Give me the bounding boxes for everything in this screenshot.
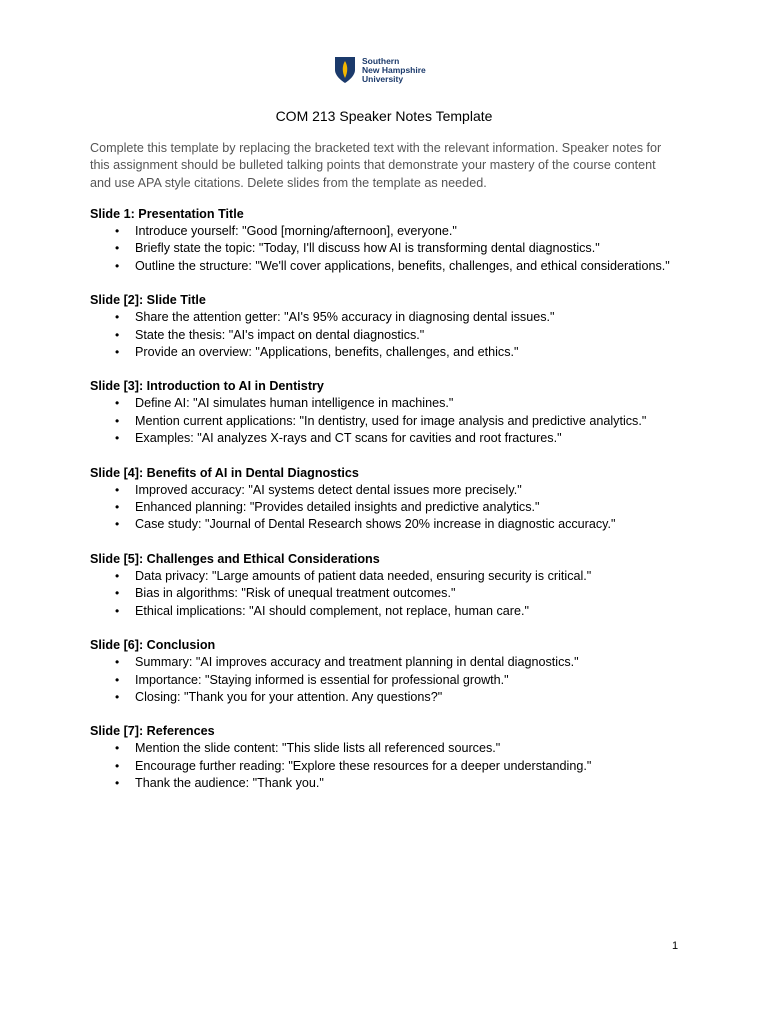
bullet-icon: • (115, 413, 120, 428)
bullet-text: Examples: "AI analyzes X-rays and CT scans for cavities and root fractures." (135, 431, 562, 446)
bullet-list (90, 740, 690, 792)
bullet-list (90, 568, 690, 620)
bullet-icon: • (115, 224, 120, 238)
bullet-item (90, 344, 695, 361)
logo-line-1: Southern (362, 55, 400, 66)
bullet-item (90, 689, 695, 706)
bullet-item (90, 654, 695, 671)
bullet-icon: • (115, 758, 120, 773)
bullet-text: Data privacy: "Large amounts of patient data needed, ensuring security is critical." (135, 568, 592, 583)
bullet-text: Closing: "Thank you for your attention. Any questions?" (135, 689, 443, 704)
bullet-list (90, 223, 690, 275)
slide-section (90, 637, 690, 706)
bullet-item (90, 585, 695, 602)
bullet-icon: • (115, 672, 120, 687)
slide-heading: Slide [5]: Challenges and Ethical Considerations (90, 551, 380, 566)
bullet-item (90, 672, 695, 689)
bullet-icon: • (115, 241, 120, 256)
slide-section (90, 723, 690, 792)
bullet-text: Encourage further reading: "Explore these resources for a deeper understanding." (135, 758, 592, 773)
bullet-text: Define AI: "AI simulates human intelligence in machines." (135, 396, 454, 411)
bullet-text: Improved accuracy: "AI systems detect dental issues more precisely." (135, 482, 522, 497)
bullet-list (90, 395, 690, 447)
bullet-text: Mention the slide content: "This slide lists all referenced sources." (135, 741, 501, 756)
bullet-text: Ethical implications: "AI should complement, not replace, human care." (135, 603, 529, 618)
slide-section (90, 292, 690, 361)
bullet-icon: • (115, 689, 120, 704)
bullet-text: Thank the audience: "Thank you." (135, 776, 324, 791)
slide-section (90, 551, 690, 620)
bullet-icon: • (115, 603, 120, 618)
intro-paragraph: Complete this template by replacing the bracketed text with the relevant information. Speaker notes for this assignment should be bulleted talking points that demonstrate your mastery of the course content and use APA style citations. Delete slides from the template as needed. (90, 141, 662, 190)
slide-section (90, 465, 690, 534)
bullet-list (90, 309, 690, 361)
bullet-item (90, 482, 695, 499)
bullet-item (90, 240, 695, 257)
bullet-text: Introduce yourself: "Good [morning/afternoon], everyone." (135, 224, 457, 238)
bullet-text: Mention current applications: "In dentistry, used for image analysis and predictive analytics." (135, 413, 647, 428)
bullet-text: State the thesis: "AI's impact on dental diagnostics." (135, 327, 425, 342)
slide-heading: Slide [3]: Introduction to AI in Dentistry (90, 379, 324, 394)
bullet-text: Importance: "Staying informed is essential for professional growth." (135, 672, 509, 687)
slide-section (90, 378, 690, 447)
bullet-icon: • (115, 741, 120, 756)
bullet-item (90, 223, 695, 240)
slide-heading: Slide [6]: Conclusion (90, 638, 216, 653)
bullet-item (90, 499, 695, 516)
bullet-icon: • (115, 431, 120, 446)
bullet-icon: • (115, 517, 120, 532)
bullet-text: Share the attention getter: "AI's 95% accuracy in diagnosing dental issues." (135, 310, 555, 325)
bullet-icon: • (115, 776, 120, 791)
bullet-text: Enhanced planning: "Provides detailed insights and predictive analytics." (135, 500, 540, 515)
bullet-icon: • (115, 482, 120, 497)
bullet-text: Bias in algorithms: "Risk of unequal treatment outcomes." (135, 586, 456, 601)
slide-heading: Slide 1: Presentation Title (90, 207, 244, 221)
slides-content (90, 206, 690, 810)
bullet-text: Provide an overview: "Applications, benefits, challenges, and ethics." (135, 345, 519, 360)
bullet-icon: • (115, 327, 120, 342)
bullet-item (90, 758, 695, 775)
bullet-item (90, 775, 695, 792)
bullet-text: Briefly state the topic: "Today, I'll discuss how AI is transforming dental diagnostics." (135, 241, 600, 256)
bullet-icon: • (115, 568, 120, 583)
slide-heading: Slide [7]: References (90, 724, 215, 739)
document-title: COM 213 Speaker Notes Template (275, 108, 493, 124)
shield-icon (334, 56, 356, 84)
bullet-icon: • (115, 655, 120, 670)
bullet-item (90, 568, 695, 585)
university-logo (334, 56, 426, 84)
page-number: 1 (672, 940, 679, 952)
bullet-item (90, 430, 695, 447)
slide-heading: Slide [4]: Benefits of AI in Dental Diagnostics (90, 465, 359, 480)
bullet-icon: • (115, 500, 120, 515)
bullet-item (90, 603, 695, 620)
bullet-list (90, 654, 690, 706)
bullet-item (90, 395, 695, 412)
bullet-item (90, 740, 695, 757)
bullet-icon: • (115, 396, 120, 411)
bullet-item (90, 327, 695, 344)
slide-section (90, 206, 690, 275)
logo-wordmark (362, 57, 426, 84)
bullet-text: Case study: "Journal of Dental Research shows 20% increase in diagnostic accuracy." (135, 517, 616, 532)
bullet-icon: • (115, 586, 120, 601)
bullet-text: Summary: "AI improves accuracy and treatment planning in dental diagnostics." (135, 655, 579, 670)
logo-line-3: University (362, 73, 404, 84)
bullet-item (90, 309, 695, 326)
bullet-text: Outline the structure: "We'll cover applications, benefits, challenges, and ethical considerations." (135, 258, 670, 273)
logo-line-2: New Hampshire (362, 64, 426, 75)
bullet-icon: • (115, 310, 120, 325)
bullet-icon: • (115, 258, 120, 273)
bullet-item (90, 516, 695, 533)
bullet-icon: • (115, 345, 120, 360)
bullet-list (90, 482, 690, 534)
bullet-item (90, 413, 695, 430)
slide-heading: Slide [2]: Slide Title (90, 293, 206, 308)
bullet-item (90, 258, 695, 275)
